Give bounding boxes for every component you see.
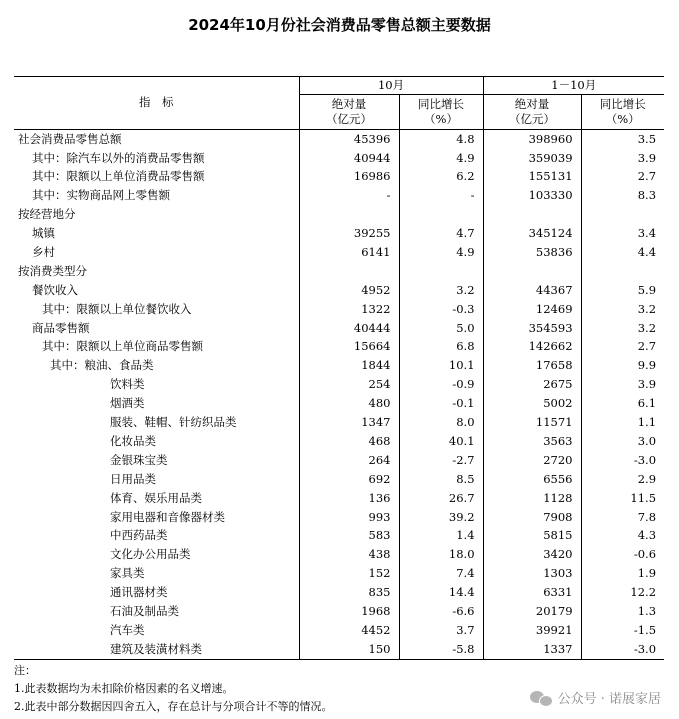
row-label: 按消费类型分 bbox=[18, 263, 87, 278]
cell-ytd-growth: 1.1 bbox=[581, 413, 664, 432]
cell-oct-abs: 6141 bbox=[299, 243, 399, 262]
note-item: 2.此表中部分数据因四舍五入，存在总计与分项合计不等的情况。 bbox=[14, 700, 333, 713]
cell-oct-growth: 8.5 bbox=[399, 470, 483, 489]
cell-oct-growth: 6.8 bbox=[399, 338, 483, 357]
header-abs-label: 绝对量 bbox=[514, 97, 550, 112]
row-label: 饮料类 bbox=[110, 377, 145, 392]
table-row bbox=[14, 168, 664, 187]
cell-oct-growth: 14.4 bbox=[399, 583, 483, 602]
data-table bbox=[14, 76, 664, 660]
cell-oct-abs: 468 bbox=[299, 432, 399, 451]
header-growth-unit: （%） bbox=[424, 112, 458, 126]
cell-ytd-abs: 12469 bbox=[483, 300, 581, 319]
cell-ytd-growth bbox=[581, 206, 664, 225]
row-label: 餐饮收入 bbox=[32, 282, 78, 297]
cell-oct-growth: 3.7 bbox=[399, 621, 483, 640]
cell-oct-growth bbox=[399, 206, 483, 225]
table-row bbox=[14, 413, 664, 432]
table-row bbox=[14, 149, 664, 168]
cell-oct-growth: 1.4 bbox=[399, 527, 483, 546]
cell-ytd-growth: 9.9 bbox=[581, 357, 664, 376]
table-row bbox=[14, 243, 664, 262]
header-growth-unit: （%） bbox=[605, 112, 640, 126]
cell-oct-abs bbox=[299, 262, 399, 281]
cell-oct-abs: 1347 bbox=[299, 413, 399, 432]
cell-oct-growth: - bbox=[399, 187, 483, 206]
table-row bbox=[14, 546, 664, 565]
table-row bbox=[14, 489, 664, 508]
row-label: 烟酒类 bbox=[110, 396, 145, 411]
header-growth-label: 同比增长 bbox=[418, 97, 464, 112]
cell-oct-growth: 26.7 bbox=[399, 489, 483, 508]
cell-ytd-abs: 20179 bbox=[483, 602, 581, 621]
cell-ytd-abs: 155131 bbox=[483, 168, 581, 187]
cell-oct-growth: -2.7 bbox=[399, 451, 483, 470]
cell-ytd-abs: 3563 bbox=[483, 432, 581, 451]
cell-oct-abs: 15664 bbox=[299, 338, 399, 357]
row-label: 城镇 bbox=[32, 226, 55, 241]
cell-oct-abs: 40444 bbox=[299, 319, 399, 338]
cell-oct-growth: -0.3 bbox=[399, 300, 483, 319]
watermark-text: 公众号 · 诺展家居 bbox=[557, 692, 661, 707]
row-label: 服装、鞋帽、针纺织品类 bbox=[110, 415, 237, 430]
cell-oct-growth: 39.2 bbox=[399, 508, 483, 527]
header-period-ytd: 1－10月 bbox=[483, 77, 664, 95]
table-row bbox=[14, 394, 664, 413]
cell-ytd-growth: -3.0 bbox=[581, 451, 664, 470]
table-row bbox=[14, 338, 664, 357]
cell-oct-growth: 3.2 bbox=[399, 281, 483, 300]
cell-oct-abs: 438 bbox=[299, 546, 399, 565]
row-label: 其中：实物商品网上零售额 bbox=[32, 188, 170, 203]
table-row bbox=[14, 300, 664, 319]
cell-ytd-growth: 3.2 bbox=[581, 300, 664, 319]
cell-ytd-abs: 103330 bbox=[483, 187, 581, 206]
cell-oct-abs: 45396 bbox=[299, 130, 399, 149]
cell-oct-growth: -5.8 bbox=[399, 640, 483, 659]
cell-ytd-growth: 3.5 bbox=[581, 130, 664, 149]
cell-ytd-growth: 4.3 bbox=[581, 527, 664, 546]
table-row bbox=[14, 451, 664, 470]
cell-oct-abs: 4452 bbox=[299, 621, 399, 640]
cell-ytd-abs bbox=[483, 206, 581, 225]
table-row bbox=[14, 583, 664, 602]
cell-ytd-growth: 7.8 bbox=[581, 508, 664, 527]
cell-ytd-abs: 53836 bbox=[483, 243, 581, 262]
cell-ytd-growth: 1.3 bbox=[581, 602, 664, 621]
header-abs-label: 绝对量 bbox=[331, 97, 367, 112]
table-row bbox=[14, 187, 664, 206]
cell-oct-growth: -0.9 bbox=[399, 376, 483, 395]
table-row bbox=[14, 224, 664, 243]
table-row bbox=[14, 262, 664, 281]
header-oct-growth bbox=[399, 95, 483, 130]
cell-oct-abs: 692 bbox=[299, 470, 399, 489]
cell-ytd-abs: 354593 bbox=[483, 319, 581, 338]
cell-oct-growth: -0.1 bbox=[399, 394, 483, 413]
table-row bbox=[14, 376, 664, 395]
cell-ytd-growth bbox=[581, 262, 664, 281]
cell-oct-growth: 8.0 bbox=[399, 413, 483, 432]
table-row bbox=[14, 130, 664, 149]
cell-ytd-abs: 2675 bbox=[483, 376, 581, 395]
cell-oct-growth: 4.7 bbox=[399, 224, 483, 243]
header-growth-label: 同比增长 bbox=[599, 97, 646, 112]
table-row bbox=[14, 319, 664, 338]
cell-ytd-abs: 39921 bbox=[483, 621, 581, 640]
cell-ytd-growth: -0.6 bbox=[581, 546, 664, 565]
cell-ytd-growth: 12.2 bbox=[581, 583, 664, 602]
cell-oct-abs: 1844 bbox=[299, 357, 399, 376]
cell-oct-growth: 4.9 bbox=[399, 243, 483, 262]
table-row bbox=[14, 640, 664, 659]
header-period-oct: 10月 bbox=[299, 77, 483, 95]
cell-ytd-abs: 7908 bbox=[483, 508, 581, 527]
cell-oct-abs: 835 bbox=[299, 583, 399, 602]
row-label: 体育、娱乐用品类 bbox=[110, 490, 202, 505]
watermark bbox=[530, 688, 661, 707]
cell-ytd-growth: 11.5 bbox=[581, 489, 664, 508]
notes-heading: 注： bbox=[14, 664, 36, 677]
cell-ytd-growth: -1.5 bbox=[581, 621, 664, 640]
row-label: 社会消费品零售总额 bbox=[18, 131, 122, 146]
cell-ytd-growth: 3.9 bbox=[581, 149, 664, 168]
row-label: 中西药品类 bbox=[110, 528, 168, 543]
table-row bbox=[14, 508, 664, 527]
cell-ytd-growth: 4.4 bbox=[581, 243, 664, 262]
row-label: 家用电器和音像器材类 bbox=[110, 509, 225, 524]
note-item: 1.此表数据均为未扣除价格因素的名义增速。 bbox=[14, 682, 234, 695]
cell-oct-abs: 152 bbox=[299, 564, 399, 583]
cell-ytd-abs bbox=[483, 262, 581, 281]
cell-ytd-abs: 2720 bbox=[483, 451, 581, 470]
cell-oct-abs: 136 bbox=[299, 489, 399, 508]
cell-oct-abs: 150 bbox=[299, 640, 399, 659]
cell-ytd-abs: 1303 bbox=[483, 564, 581, 583]
header-ytd-abs bbox=[483, 95, 581, 130]
cell-ytd-abs: 6556 bbox=[483, 470, 581, 489]
cell-oct-abs: 39255 bbox=[299, 224, 399, 243]
cell-ytd-abs: 5002 bbox=[483, 394, 581, 413]
cell-oct-abs: - bbox=[299, 187, 399, 206]
row-label: 化妆品类 bbox=[110, 433, 156, 448]
cell-oct-abs: 1968 bbox=[299, 602, 399, 621]
cell-oct-abs: 480 bbox=[299, 394, 399, 413]
header-indicator: 指 标 bbox=[14, 77, 299, 130]
row-label: 其中：除汽车以外的消费品零售额 bbox=[32, 150, 205, 165]
cell-ytd-abs: 3420 bbox=[483, 546, 581, 565]
table-body bbox=[14, 130, 664, 660]
cell-oct-abs: 254 bbox=[299, 376, 399, 395]
wechat-icon bbox=[530, 689, 552, 707]
cell-ytd-abs: 1337 bbox=[483, 640, 581, 659]
cell-oct-abs: 993 bbox=[299, 508, 399, 527]
row-label: 乡村 bbox=[32, 245, 55, 260]
table-row bbox=[14, 527, 664, 546]
cell-oct-growth: 10.1 bbox=[399, 357, 483, 376]
cell-ytd-growth: 1.9 bbox=[581, 564, 664, 583]
table-row bbox=[14, 281, 664, 300]
cell-ytd-abs: 11571 bbox=[483, 413, 581, 432]
cell-ytd-abs: 359039 bbox=[483, 149, 581, 168]
table-row bbox=[14, 564, 664, 583]
header-oct-abs bbox=[299, 95, 399, 130]
cell-ytd-growth: 2.9 bbox=[581, 470, 664, 489]
table-row bbox=[14, 432, 664, 451]
notes bbox=[14, 662, 474, 716]
cell-oct-growth: 18.0 bbox=[399, 546, 483, 565]
row-label: 石油及制品类 bbox=[110, 603, 179, 618]
header-abs-unit: （亿元） bbox=[326, 112, 372, 126]
row-label: 通讯器材类 bbox=[110, 585, 168, 600]
table-row bbox=[14, 470, 664, 489]
cell-oct-growth: 40.1 bbox=[399, 432, 483, 451]
cell-oct-abs: 1322 bbox=[299, 300, 399, 319]
cell-oct-abs: 4952 bbox=[299, 281, 399, 300]
row-label: 汽车类 bbox=[110, 622, 145, 637]
cell-oct-growth: -6.6 bbox=[399, 602, 483, 621]
cell-ytd-abs: 345124 bbox=[483, 224, 581, 243]
cell-oct-growth: 7.4 bbox=[399, 564, 483, 583]
cell-ytd-growth: 3.9 bbox=[581, 376, 664, 395]
cell-ytd-abs: 44367 bbox=[483, 281, 581, 300]
cell-ytd-growth: 3.4 bbox=[581, 224, 664, 243]
cell-ytd-abs: 142662 bbox=[483, 338, 581, 357]
cell-ytd-growth: -3.0 bbox=[581, 640, 664, 659]
cell-ytd-growth: 3.2 bbox=[581, 319, 664, 338]
cell-ytd-growth: 2.7 bbox=[581, 168, 664, 187]
cell-oct-abs: 583 bbox=[299, 527, 399, 546]
cell-ytd-growth: 3.0 bbox=[581, 432, 664, 451]
table-row bbox=[14, 621, 664, 640]
cell-oct-abs: 264 bbox=[299, 451, 399, 470]
page-title: 2024年10月份社会消费品零售总额主要数据 bbox=[188, 16, 491, 34]
cell-ytd-abs: 398960 bbox=[483, 130, 581, 149]
table-row bbox=[14, 357, 664, 376]
header-ytd-growth bbox=[581, 95, 664, 130]
cell-ytd-abs: 5815 bbox=[483, 527, 581, 546]
cell-ytd-abs: 6331 bbox=[483, 583, 581, 602]
row-label: 文化办公用品类 bbox=[110, 547, 191, 562]
table-row bbox=[14, 206, 664, 225]
table-header bbox=[14, 77, 664, 130]
cell-oct-growth: 4.9 bbox=[399, 149, 483, 168]
cell-oct-abs: 40944 bbox=[299, 149, 399, 168]
cell-ytd-abs: 17658 bbox=[483, 357, 581, 376]
header-abs-unit: （亿元） bbox=[509, 112, 556, 126]
cell-ytd-growth: 2.7 bbox=[581, 338, 664, 357]
row-label: 其中：限额以上单位餐饮收入 bbox=[42, 301, 192, 316]
row-label: 金银珠宝类 bbox=[110, 452, 168, 467]
cell-oct-abs: 16986 bbox=[299, 168, 399, 187]
row-label: 按经营地分 bbox=[18, 207, 76, 222]
cell-ytd-growth: 6.1 bbox=[581, 394, 664, 413]
row-label: 其中：限额以上单位商品零售额 bbox=[42, 339, 203, 354]
row-label: 日用品类 bbox=[110, 471, 156, 486]
cell-oct-growth: 5.0 bbox=[399, 319, 483, 338]
cell-ytd-growth: 5.9 bbox=[581, 281, 664, 300]
cell-oct-growth: 6.2 bbox=[399, 168, 483, 187]
cell-oct-growth bbox=[399, 262, 483, 281]
row-label: 其中：粮油、食品类 bbox=[50, 358, 154, 373]
row-label: 家具类 bbox=[110, 566, 145, 581]
row-label: 建筑及装潢材料类 bbox=[110, 641, 202, 656]
cell-oct-abs bbox=[299, 206, 399, 225]
cell-ytd-growth: 8.3 bbox=[581, 187, 664, 206]
table-row bbox=[14, 602, 664, 621]
cell-oct-growth: 4.8 bbox=[399, 130, 483, 149]
row-label: 其中：限额以上单位消费品零售额 bbox=[32, 169, 205, 184]
cell-ytd-abs: 1128 bbox=[483, 489, 581, 508]
row-label: 商品零售额 bbox=[32, 320, 90, 335]
